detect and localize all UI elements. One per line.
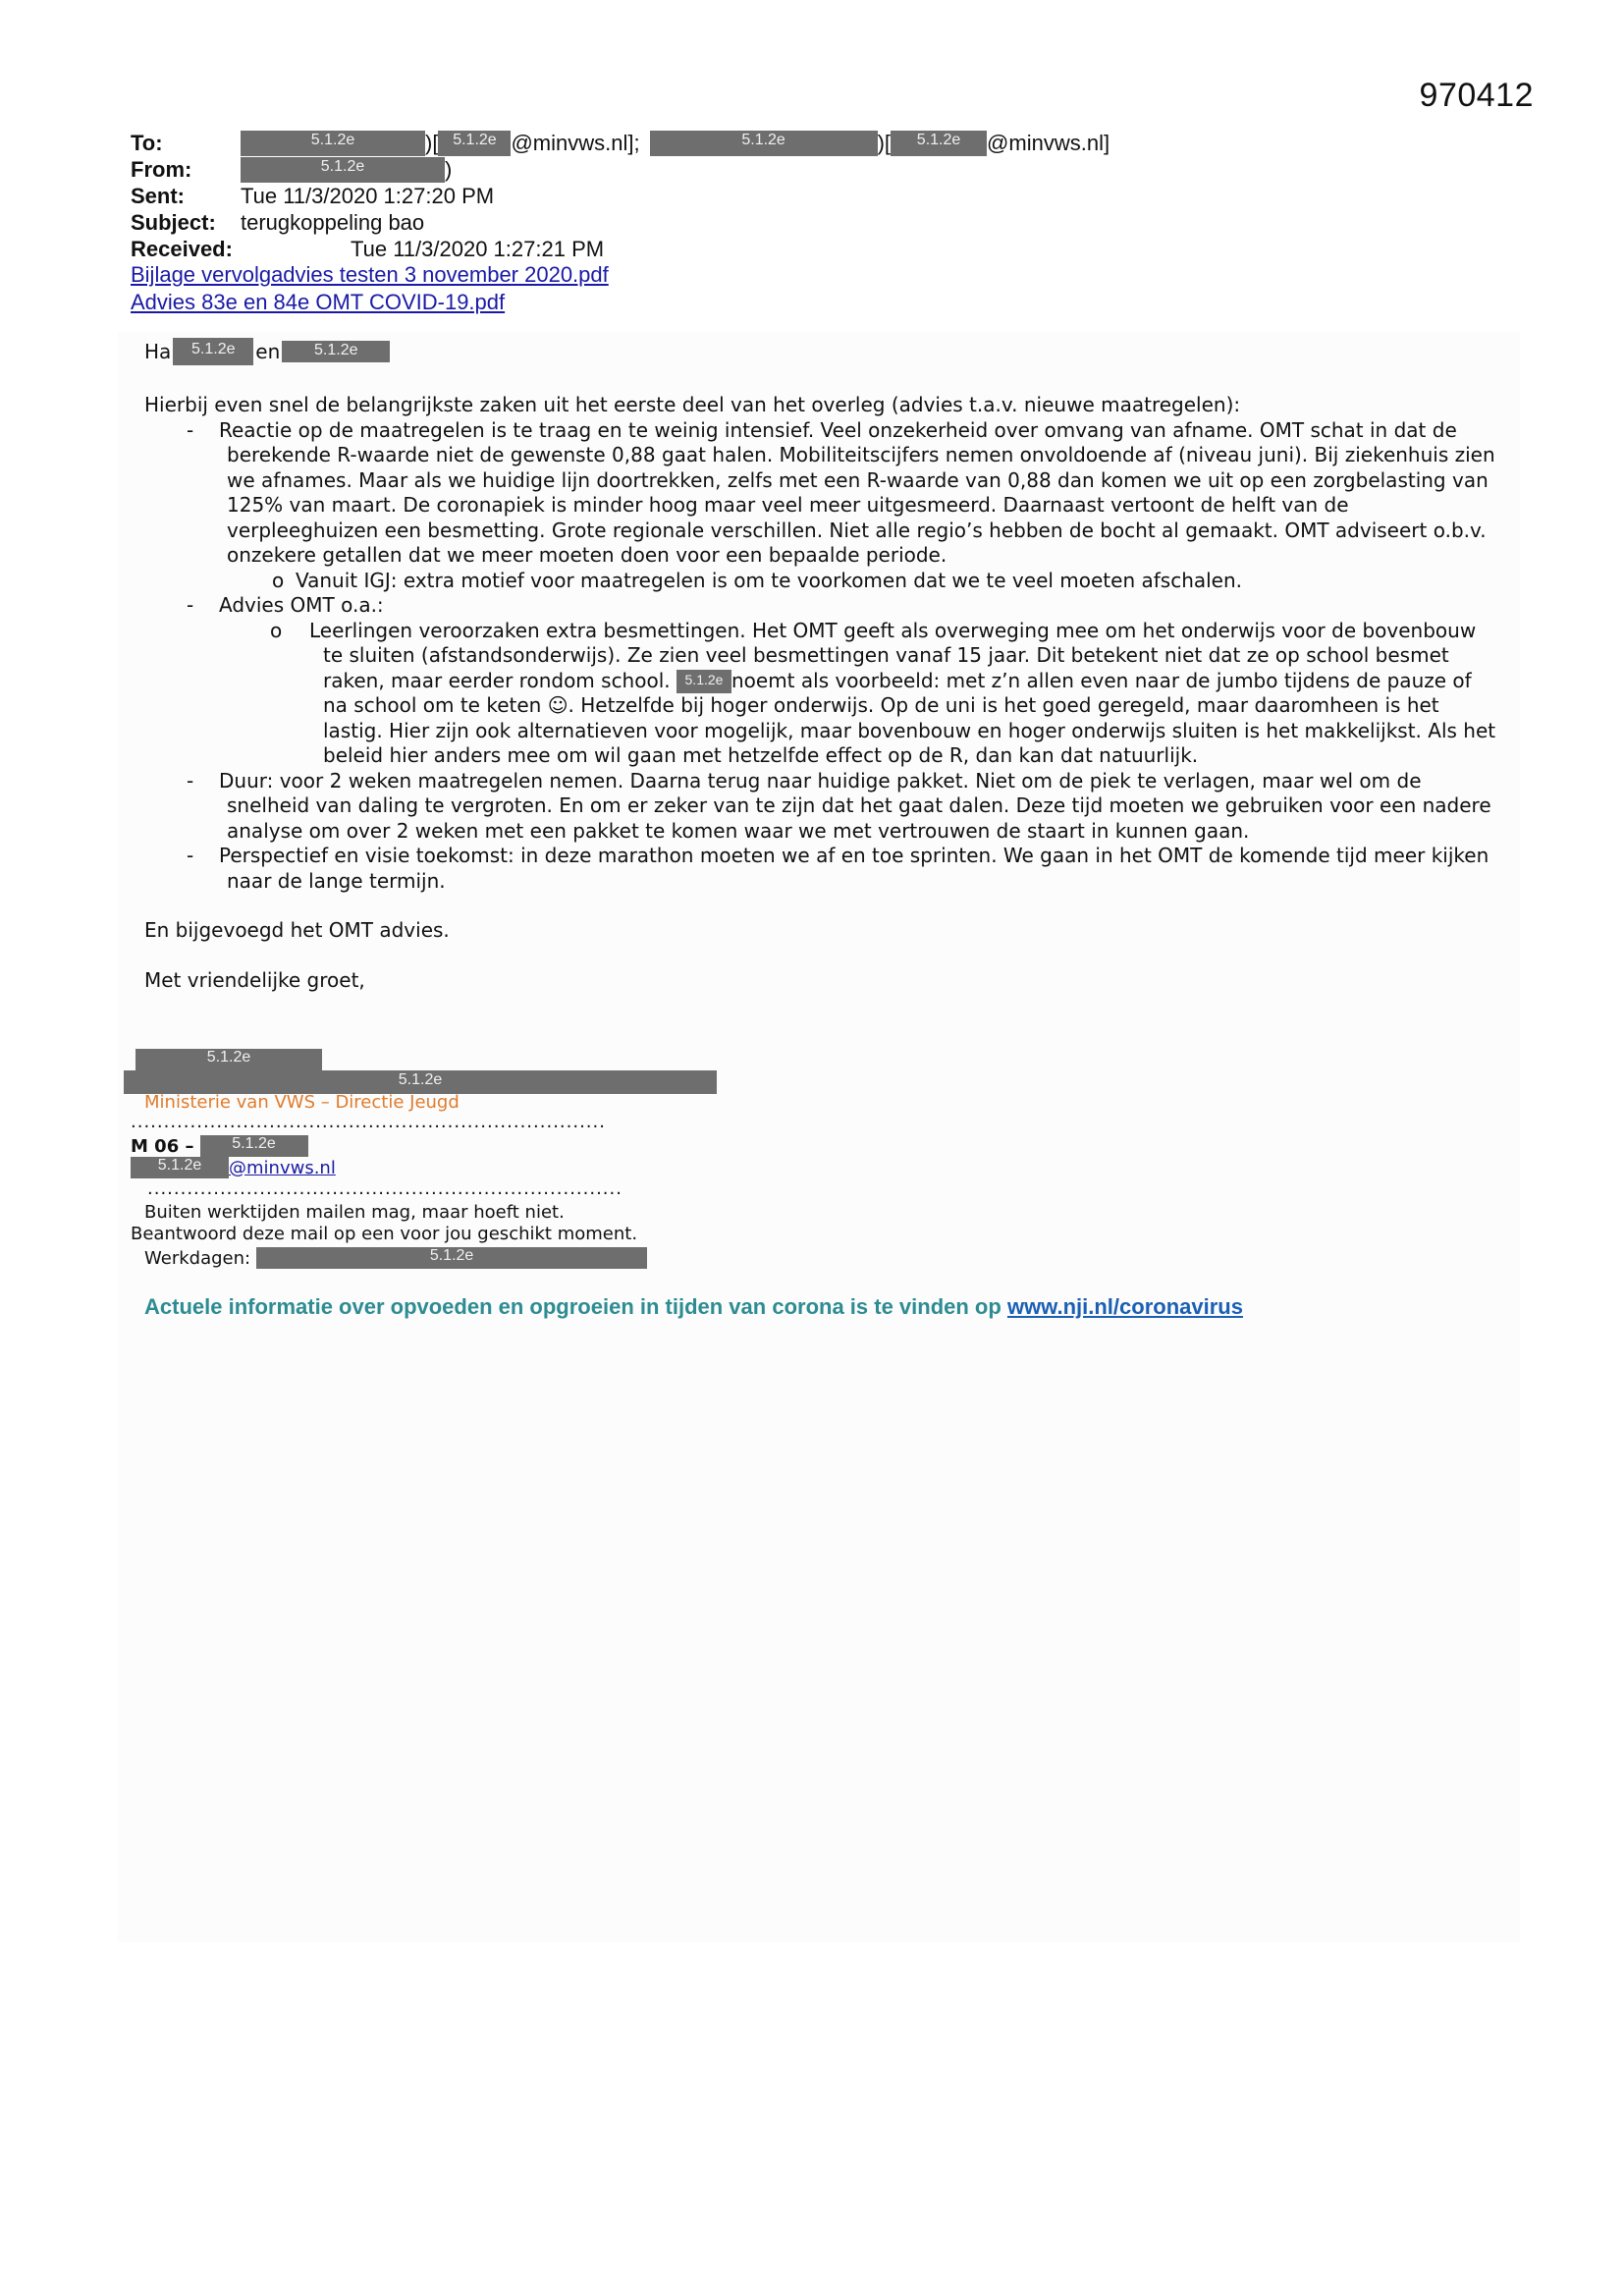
note-line: Buiten werktijden mailen mag, maar hoeft niet.: [144, 1202, 565, 1223]
greeting-prefix: Ha: [144, 340, 172, 363]
bullet-list: [144, 418, 1499, 895]
from-close: ): [445, 157, 453, 182]
list-item: [144, 769, 1499, 845]
redaction-box: 5.1.2e: [241, 157, 445, 183]
greeting: [144, 338, 390, 365]
attached-line: En bijgevoegd het OMT advies.: [144, 918, 450, 942]
redaction-box: 5.1.2e: [677, 670, 731, 693]
attachment-link[interactable]: Advies 83e en 84e OMT COVID-19.pdf: [131, 290, 506, 314]
sub-bullet-text: noemt als voorbeeld: met z’n allen even naar de jumbo tijdens de pauze of na school om te keten ☺. Hetzelfde bij hoger onderwijs. Op de uni is het goed geregeld, maar daaromheen is het lastig. Hier zijn ook alternatieven voor mogelijk, maar bovenbouw en hoger onderwijs sluiten is het makkelijkst. Als het beleid hier anders mee om wil gaan met hetzelfde effect op de R, dan kan dat natuurlijk.: [323, 668, 1496, 767]
subject-row: [131, 209, 1112, 236]
bullet-text: - Duur: voor 2 weken maatregelen nemen. Daarna terug naar huidige pakket. Niet om de piek te verlagen, maar wel om de snelheid van daling te vergroten. En om er zeker van te zijn dat het gaat dalen. Deze tijd moeten we gebruiken voor een nadere analyse om over 2 weken met een pakket te komen waar we met vertrouwen de staart in kunnen gaan.: [219, 768, 1491, 843]
redaction-box: 5.1.2e: [200, 1135, 308, 1157]
redaction-box: 5.1.2e: [124, 1070, 717, 1094]
received-row: [131, 236, 1112, 262]
mobile-prefix: M 06 –: [131, 1135, 194, 1157]
intro-paragraph: Hierbij even snel de belangrijkste zaken uit het eerste deel van het overleg (advies t.a.v. nieuwe maatregelen):: [144, 393, 1241, 416]
mobile-line: [131, 1135, 308, 1157]
to-separator: )[: [877, 131, 892, 155]
bullet-text: - Reactie op de maatregelen is te traag en te weinig intensief. Veel onzekerheid over omvang van afname. OMT schat in dat de berekende R-waarde niet de gewenste 0,88 gaat halen. Mobiliteitscijfers nemen onvoldoende af (niveau juni). Bij ziekenhuis zien we afnames. Maar als we huidige lijn doortrekken, zelfs met een R-waarde van 0,88 dan komen we uit op een zorgbelasting van 125% van maart. De coronapiek is minder hoog maar veel meer uitgesmeerd. Daarnaast vertoont de helft van de verpleeghuizen een besmetting. Grote regionale verschillen. Niet alle regio’s hebben de bocht al gemaakt. OMT adviseert o.b.v. onzekere getallen dat we meer moeten doen voor een bepaalde periode.: [219, 417, 1495, 567]
received-value: Tue 11/3/2020 1:27:21 PM: [351, 237, 605, 261]
sent-label: Sent:: [131, 184, 185, 208]
sub-list: [144, 569, 1499, 594]
list-item: [144, 593, 1499, 769]
sub-bullet-text: Vanuit IGJ: extra motief voor maatregelen is om te voorkomen dat we te veel moeten afschalen.: [296, 568, 1243, 592]
workdays-label: Werkdagen:: [144, 1247, 251, 1269]
to-domain: @minvws.nl];: [511, 131, 640, 155]
footer-link[interactable]: www.nji.nl/coronavirus: [1006, 1294, 1243, 1319]
from-row: [131, 156, 1112, 183]
message-body: [144, 393, 1499, 993]
attachment-2: [131, 289, 1014, 316]
closing-line: Met vriendelijke groet,: [144, 967, 365, 992]
note-line: Beantwoord deze mail op een voor jou geschikt moment.: [131, 1224, 638, 1244]
document-number: 970412: [1419, 77, 1534, 114]
footer-info: [144, 1294, 1243, 1320]
to-domain: @minvws.nl]: [987, 131, 1110, 155]
redaction-box: 5.1.2e: [282, 341, 390, 362]
greeting-middle: en: [255, 340, 281, 363]
bullet-text: - Perspectief en visie toekomst: in deze marathon moeten we af en toe sprinten. We gaan in het OMT de komende tijd meer kijken naar de lange termijn.: [219, 844, 1489, 893]
bullet-text: - Advies OMT o.a.:: [219, 593, 384, 617]
from-label: From:: [131, 157, 192, 182]
redaction-box: 5.1.2e: [650, 131, 878, 156]
list-item: o Vanuit IGJ: extra motief voor maatregelen is om te voorkomen dat we te veel moeten afschalen.: [272, 568, 1243, 592]
dotted-divider: ........................................................................: [131, 1112, 606, 1132]
redaction-box: 5.1.2e: [173, 338, 253, 365]
subject-label: Subject:: [131, 210, 216, 235]
ministry-line: Ministerie van VWS – Directie Jeugd: [144, 1092, 460, 1113]
redaction-box: 5.1.2e: [256, 1247, 647, 1269]
redaction-box: 5.1.2e: [438, 131, 511, 156]
email-line: [131, 1157, 336, 1178]
footer-text: Actuele informatie over opvoeden en opgroeien in tijden van corona is te vinden op: [144, 1294, 1001, 1319]
redaction-box: 5.1.2e: [241, 131, 425, 156]
workdays-line: [144, 1247, 647, 1269]
email-link[interactable]: @minvws.nl: [229, 1157, 336, 1178]
received-label: Received:: [131, 237, 233, 261]
to-label: To:: [131, 131, 163, 155]
attachment-1: [131, 261, 1014, 289]
subject-value: terugkoppeling bao: [241, 210, 425, 235]
sub-bullet-text: Leerlingen veroorzaken extra besmettingen. Het OMT geeft als overweging mee om het onderwijs voor de bovenbouw te sluiten (afstandsonderwijs). Ze zien veel besmettingen vanaf 15 jaar. Dit betekent niet dat ze op school besmet raken, maar eerder rondom school.: [309, 618, 1477, 692]
redaction-box: 5.1.2e: [891, 131, 987, 156]
dotted-divider: ........................................................................: [147, 1178, 623, 1199]
sub-list: [144, 619, 1499, 769]
to-separator: )[: [425, 131, 439, 155]
list-item: [144, 418, 1499, 594]
to-row: [131, 130, 1112, 156]
sent-value: Tue 11/3/2020 1:27:20 PM: [241, 184, 495, 208]
list-item: o Leerlingen veroorzaken extra besmettingen. Het OMT geeft als overweging mee om het onderwijs voor de bovenbouw te sluiten (afstandsonderwijs). Ze zien veel besmettingen vanaf 15 jaar. Dit betekent niet dat ze op school besmet raken, maar eerder rondom school. 5.1.2e noemt als voorbeeld: met z’n allen even naar de jumbo tijdens de pauze of na school om te keten ☺. Hetzelfde bij hoger onderwijs. Op de uni is het goed geregeld, maar daaromheen is het lastig. Hier zijn ook alternatieven voor mogelijk, maar bovenbouw en hoger onderwijs sluiten is het makkelijkst. Als het beleid hier anders mee om wil gaan met hetzelfde effect op de R, dan kan dat natuurlijk.: [270, 618, 1496, 767]
redaction-box: 5.1.2e: [135, 1049, 322, 1070]
email-header: [131, 130, 1112, 262]
attachment-link[interactable]: Bijlage vervolgadvies testen 3 november 2020.pdf: [131, 262, 609, 287]
sent-row: [131, 183, 1112, 209]
list-item: [144, 844, 1499, 894]
redaction-box: 5.1.2e: [131, 1157, 229, 1178]
